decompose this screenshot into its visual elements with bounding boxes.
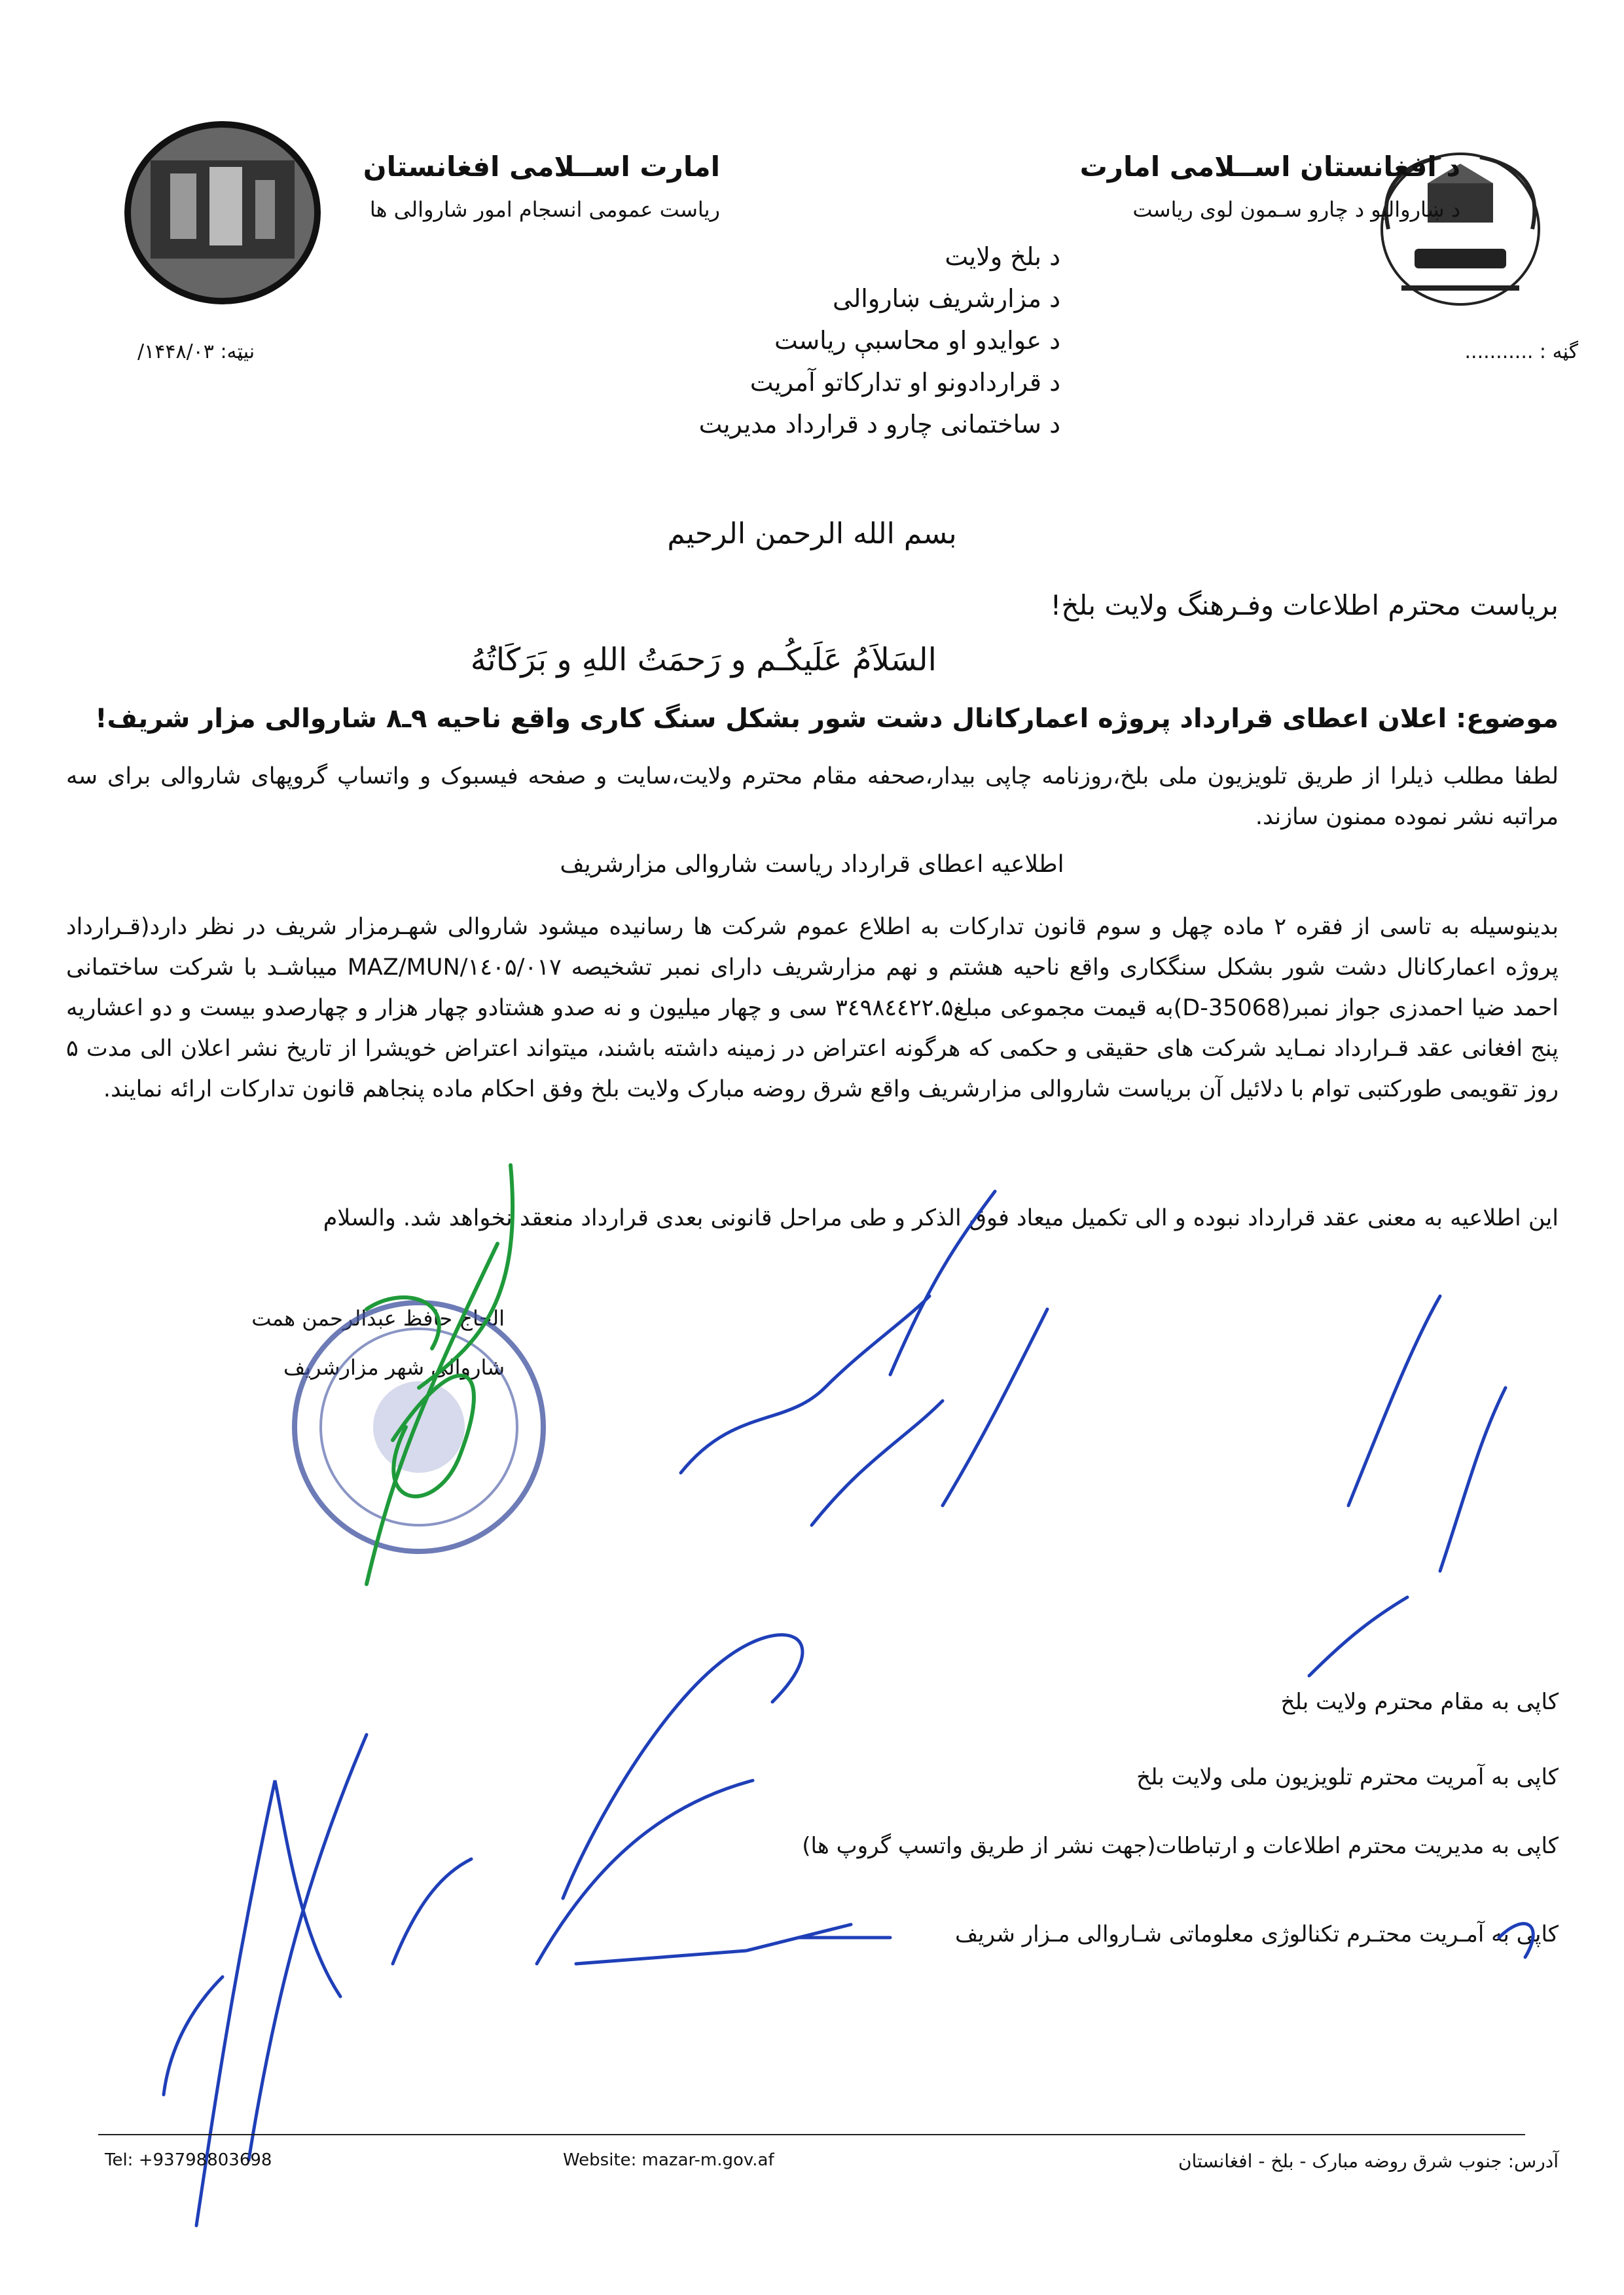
address-line: د قراردادونو او تدارکاتو آمریت: [749, 368, 1060, 397]
header-right-title: د افغانستان اســلامی امارت: [1079, 151, 1460, 183]
address-line: د بلخ ولایت: [945, 242, 1060, 271]
header-right: [1055, 144, 1460, 229]
request-paragraph: لطفا مطلب ذیلرا از طریق تلویزیون ملی بلخ،روزنامه چاپی بیدار،صحفه مقام محترم ولایت،سایت و صفحه فیسبوک و واتساپ گروپهای شاروالی برای سه مراتبه نشر نموده ممنون سازند.: [66, 763, 1559, 830]
address-line: د ساختمانی چارو د قرارداد مدیریت: [698, 410, 1060, 439]
official-stamp: [295, 1303, 543, 1551]
copy-line: کاپی به آمریت محترم تلویزیون ملی ولایت بلخ: [1136, 1764, 1559, 1790]
announcement-body: بدینوسیله به تاسی از فقره ۲ ماده چهل و سوم قانون تدارکات به اطلاع عموم شرکت ها رسانیده میشود شاروالی شهـرمزار شریف در نظر دارد(قـرارداد پروژه اعمارکانال دشت شور بشکل سنگکاری واقع ناحیه هشتم و نهم مزارشریف دارای نمبر تشخیصه MAZ/MUN/۱٤۰۵/۰۱۷ میباشـد با شرکت ساختمانی احمد ضیا احمدزی جواز نمبر(D-35068)به قیمت مجموعی مبلغ۳٤۹۸٤٤۲۲.۵ سی و چهار میلیون و نه صدو هشتادو چهار هزار و چهارصدو بیست و دو اعشاریه پنج افغانی عقد قـرارداد نمـاید شرکت های حقیقی و حکمی که هرگونه اعتراض در زمینه داشته باشند، میتواند اعتراض خویشرا از تاریخ نشر اعلان الی مدت ۵ روز تقویمی طورکتبی توام با دلائیل آن بریاست شاروالی مزارشریف واقع شرق روضه مبارک ولایت بلخ وفق احکام ماده پنجاهم قانون تدارکات ارائه نمایند.: [66, 914, 1559, 1102]
signatory-title: شاروالی شهر مزارشریف: [283, 1355, 505, 1380]
header-left-title: امارت اســلامی افغانستان: [363, 151, 720, 183]
signatory-name: الحاج حافظ عبدالرحمن همت: [251, 1306, 505, 1331]
salutation: بریاست محترم اطلاعات وفـرهنگ ولایت بلخ!: [1050, 589, 1559, 621]
footer-address: آدرس: جنوب شرق روضه مبارک - بلخ - افغانستان: [1178, 2150, 1559, 2172]
header-right-subtitle: د ښاروالیو د چارو سـمون لوی ریاست: [1132, 197, 1460, 222]
footer-divider: [98, 2134, 1525, 2135]
copy-line: کاپی به مقام محترم ولایت بلخ: [1280, 1689, 1559, 1715]
bismillah: بسم الله الرحمن الرحیم: [667, 517, 957, 551]
header-left: [327, 144, 720, 229]
address-block: [589, 236, 1060, 445]
announcement-title: اطلاعیه اعطای قرارداد ریاست شاروالی مزارشریف: [560, 851, 1064, 878]
address-line: د عوایدو او محاسبې ریاست: [774, 326, 1060, 355]
footer-phone: Tel: +93798803698: [105, 2150, 272, 2170]
address-line: د مزارشریف ښاروالی: [833, 284, 1060, 313]
reference-number: گڼه : ...........: [1464, 340, 1578, 363]
municipality-logo: [124, 121, 321, 304]
header-left-subtitle: ریاست عمومی انسجام امور شاروالی ها: [369, 197, 720, 222]
copy-line: کاپی به مدیریت محترم اطلاعات و ارتباطات(جهت نشر از طریق واتسپ گروپ ها): [802, 1833, 1559, 1859]
greeting: السَلاَمُ عَلَيكُـم و رَحمَتُ اللهِ و بَرَكَاتُهُ: [470, 642, 937, 678]
closing-paragraph: این اطلاعیه به معنی عقد قرارداد نبوده و الی تکمیل میعاد فوق الذکر و طی مراحل قانونی بعدی قرارداد منعقد نخواهد شد. والسلام: [323, 1205, 1559, 1231]
copy-line: کاپی به آمـریت محتـرم تکنالوژی معلوماتی شـاروالی مـزار شریف: [954, 1921, 1559, 1947]
date-label: نیټه:: [220, 340, 255, 363]
date-value: ۱۴۴۸/۰۳/: [137, 340, 214, 363]
date-field: [137, 340, 255, 363]
footer-website: Website: mazar-m.gov.af: [563, 2150, 774, 2170]
subject-line: موضوع: اعلان اعطای قرارداد پروژه اعمارکانال دشت شور بشکل سنگ کاری واقع ناحیه ۹ـ۸ شاروالی مزار شریف!: [95, 704, 1559, 734]
